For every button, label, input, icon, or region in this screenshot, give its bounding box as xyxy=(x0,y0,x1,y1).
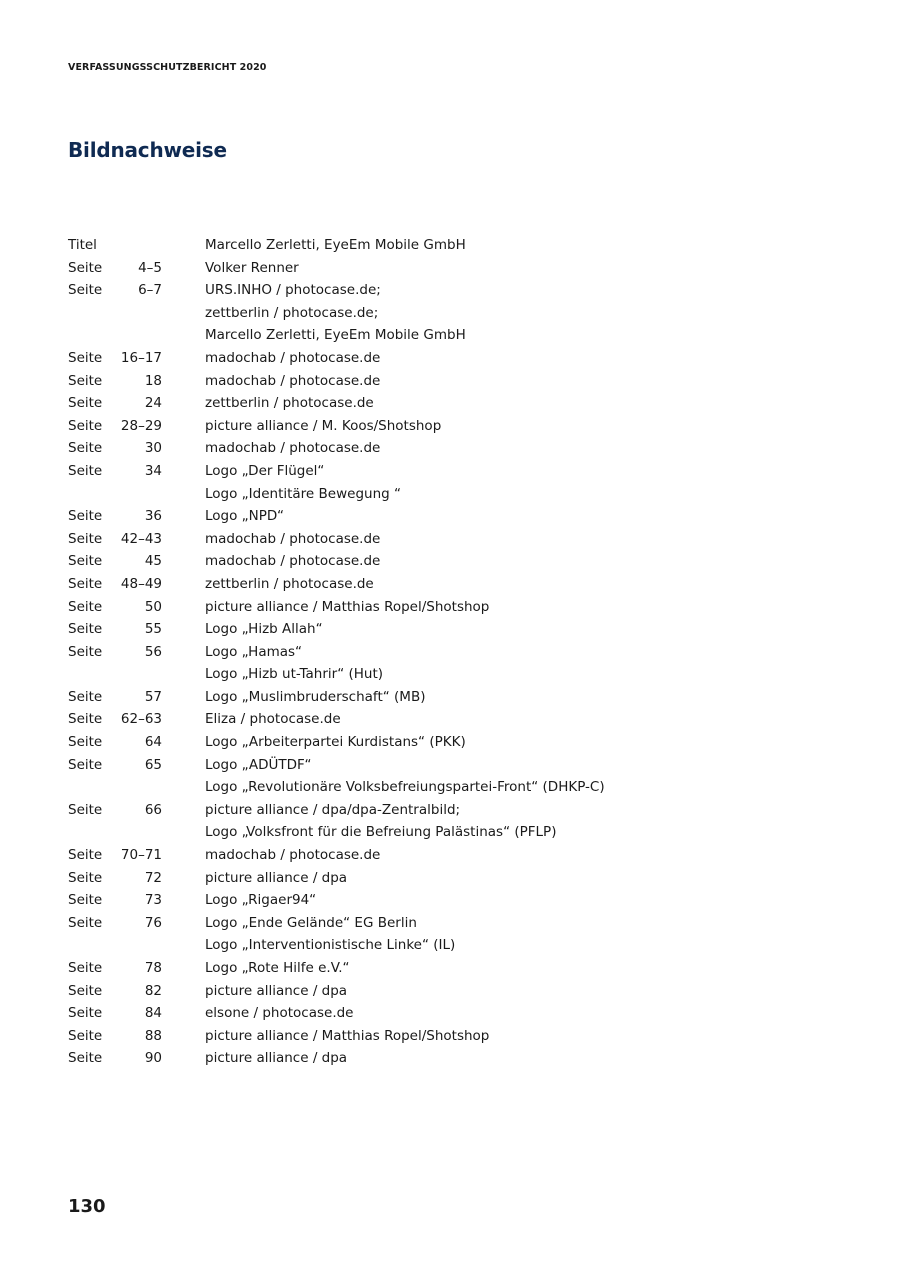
credit-pages: 73 xyxy=(144,892,162,909)
credit-pages: 62–63 xyxy=(120,711,162,728)
credit-source: Logo „Arbeiterpartei Kurdistans“ (PKK) xyxy=(205,734,466,751)
credit-source: picture alliance / Matthias Ropel/Shotshop xyxy=(205,1027,490,1044)
credit-row xyxy=(68,460,828,483)
credit-row xyxy=(68,370,828,393)
credit-row xyxy=(68,324,828,347)
credit-label: Seite xyxy=(68,847,103,864)
credit-row xyxy=(68,528,828,551)
credit-row xyxy=(68,415,828,438)
credit-row xyxy=(68,821,828,844)
credit-row xyxy=(68,257,828,280)
credit-pages: 57 xyxy=(144,688,162,705)
credit-source: Logo „Hizb Allah“ xyxy=(205,621,323,638)
credit-row xyxy=(68,505,828,528)
credit-row xyxy=(68,573,828,596)
credit-label: Seite xyxy=(68,688,103,705)
credit-source: Logo „Ende Gelände“ EG Berlin xyxy=(205,914,417,931)
credit-source: madochab / photocase.de xyxy=(205,372,381,389)
credit-label: Seite xyxy=(68,1027,103,1044)
credit-row xyxy=(68,708,828,731)
image-credits-list xyxy=(68,234,828,1070)
credit-row xyxy=(68,1025,828,1048)
credit-source: Logo „ADÜTDF“ xyxy=(205,756,312,773)
credit-source: Volker Renner xyxy=(205,259,299,276)
credit-label: Seite xyxy=(68,869,103,886)
credit-source: madochab / photocase.de xyxy=(205,847,381,864)
credit-pages: 65 xyxy=(144,756,162,773)
credit-row xyxy=(68,776,828,799)
credit-label: Seite xyxy=(68,259,103,276)
credit-row xyxy=(68,754,828,777)
credit-label: Seite xyxy=(68,1050,103,1067)
credit-row xyxy=(68,867,828,890)
credit-source: Logo „NPD“ xyxy=(205,508,284,525)
credit-row xyxy=(68,980,828,1003)
credit-source: picture alliance / M. Koos/Shotshop xyxy=(205,417,442,434)
credit-label: Seite xyxy=(68,892,103,909)
credit-row xyxy=(68,641,828,664)
credit-row xyxy=(68,550,828,573)
credit-pages: 76 xyxy=(144,914,162,931)
credit-row xyxy=(68,663,828,686)
credit-label: Seite xyxy=(68,982,103,999)
credit-pages: 24 xyxy=(144,395,162,412)
credit-source: URS.INHO / photocase.de; xyxy=(205,282,381,299)
credit-source: Logo „Rigaer94“ xyxy=(205,892,317,909)
credit-row xyxy=(68,934,828,957)
credit-row xyxy=(68,347,828,370)
credit-label: Seite xyxy=(68,756,103,773)
credit-row xyxy=(68,799,828,822)
credit-pages: 50 xyxy=(144,598,162,615)
credit-source: Logo „Hizb ut-Tahrir“ (Hut) xyxy=(205,666,384,683)
credit-source: Logo „Der Flügel“ xyxy=(205,462,325,479)
credit-row xyxy=(68,437,828,460)
credit-label: Seite xyxy=(68,508,103,525)
credit-pages: 36 xyxy=(144,508,162,525)
credit-pages: 42–43 xyxy=(120,530,162,547)
credit-pages: 28–29 xyxy=(120,417,162,434)
credit-label: Seite xyxy=(68,530,103,547)
credit-row xyxy=(68,957,828,980)
credit-pages: 72 xyxy=(144,869,162,886)
credit-source: Logo „Rote Hilfe e.V.“ xyxy=(205,960,350,976)
credit-pages: 70–71 xyxy=(120,847,162,864)
credit-source: Marcello Zerletti, EyeEm Mobile GmbH xyxy=(205,327,466,344)
credit-pages: 64 xyxy=(144,734,162,751)
credit-pages: 90 xyxy=(144,1050,162,1067)
credit-label: Seite xyxy=(68,960,103,976)
credit-pages: 6–7 xyxy=(138,282,162,299)
credit-pages: 16–17 xyxy=(120,349,162,366)
credit-row xyxy=(68,302,828,325)
credit-pages: 30 xyxy=(144,440,162,457)
credit-pages: 82 xyxy=(144,982,162,999)
credit-source: Logo „Revolutionäre Volksbefreiungspartei-Front“ (DHKP-C) xyxy=(205,779,605,796)
credit-source: zettberlin / photocase.de xyxy=(205,575,374,592)
credit-pages: 4–5 xyxy=(138,259,162,276)
credit-source: picture alliance / dpa xyxy=(205,869,348,886)
credit-row xyxy=(68,844,828,867)
credit-source: picture alliance / dpa xyxy=(205,1050,348,1067)
credit-label: Seite xyxy=(68,643,103,660)
credit-source: zettberlin / photocase.de; xyxy=(205,304,379,321)
credit-row xyxy=(68,889,828,912)
credit-source: zettberlin / photocase.de xyxy=(205,395,374,412)
credit-source: picture alliance / dpa xyxy=(205,982,348,999)
credit-pages: 55 xyxy=(144,621,162,638)
credit-row xyxy=(68,618,828,641)
credit-label: Seite xyxy=(68,417,103,434)
credit-pages: 78 xyxy=(144,960,162,976)
credit-source: madochab / photocase.de xyxy=(205,530,381,547)
credit-row xyxy=(68,279,828,302)
credit-row xyxy=(68,686,828,709)
credit-label: Seite xyxy=(68,575,103,592)
page-title: Bildnachweise xyxy=(68,138,227,162)
credit-source: picture alliance / Matthias Ropel/Shotshop xyxy=(205,598,490,615)
credit-row xyxy=(68,596,828,619)
credit-pages: 18 xyxy=(144,372,162,389)
credit-label: Seite xyxy=(68,914,103,931)
credit-label: Seite xyxy=(68,372,103,389)
credit-row xyxy=(68,912,828,935)
credit-source: Logo „Hamas“ xyxy=(205,643,303,660)
credit-source: Logo „Interventionistische Linke“ (IL) xyxy=(205,937,456,954)
credit-row xyxy=(68,1002,828,1025)
credit-pages: 34 xyxy=(144,462,162,479)
credit-pages: 84 xyxy=(144,1005,162,1022)
credit-row xyxy=(68,483,828,506)
credit-label: Seite xyxy=(68,801,103,818)
credit-label: Seite xyxy=(68,734,103,751)
credit-source: elsone / photocase.de xyxy=(205,1005,354,1022)
credit-label: Seite xyxy=(68,440,103,457)
credit-row xyxy=(68,392,828,415)
credit-pages: 88 xyxy=(144,1027,162,1044)
credit-label: Seite xyxy=(68,598,103,615)
credit-pages: 56 xyxy=(144,643,162,660)
credit-label: Seite xyxy=(68,349,103,366)
credit-source: picture alliance / dpa/dpa-Zentralbild; xyxy=(205,801,461,818)
credit-row xyxy=(68,1047,828,1070)
credit-source: Logo „Muslimbruderschaft“ (MB) xyxy=(205,688,426,705)
credit-pages: 48–49 xyxy=(120,575,162,592)
page-number: 130 xyxy=(68,1196,106,1217)
credit-label: Seite xyxy=(68,621,103,638)
credit-label: Seite xyxy=(68,1005,103,1022)
credit-source: madochab / photocase.de xyxy=(205,440,381,457)
running-header: VERFASSUNGSSCHUTZBERICHT 2020 xyxy=(68,62,267,73)
credit-label: Seite xyxy=(68,553,103,570)
credit-row xyxy=(68,731,828,754)
credit-source: Marcello Zerletti, EyeEm Mobile GmbH xyxy=(205,237,466,253)
credit-label: Seite xyxy=(68,395,103,412)
credit-label: Seite xyxy=(68,282,103,299)
credit-pages: 66 xyxy=(144,801,162,818)
credit-label: Seite xyxy=(68,711,103,728)
credit-row xyxy=(68,234,828,257)
credit-source: madochab / photocase.de xyxy=(205,349,381,366)
credit-pages: 45 xyxy=(144,553,162,570)
credit-source: Eliza / photocase.de xyxy=(205,711,341,728)
credit-source: Logo „Volksfront für die Befreiung Palästinas“ (PFLP) xyxy=(205,824,557,841)
credit-label: Seite xyxy=(68,462,103,479)
credit-source: madochab / photocase.de xyxy=(205,553,381,570)
credit-label: Titel xyxy=(68,237,97,253)
credit-source: Logo „Identitäre Bewegung “ xyxy=(205,485,401,502)
